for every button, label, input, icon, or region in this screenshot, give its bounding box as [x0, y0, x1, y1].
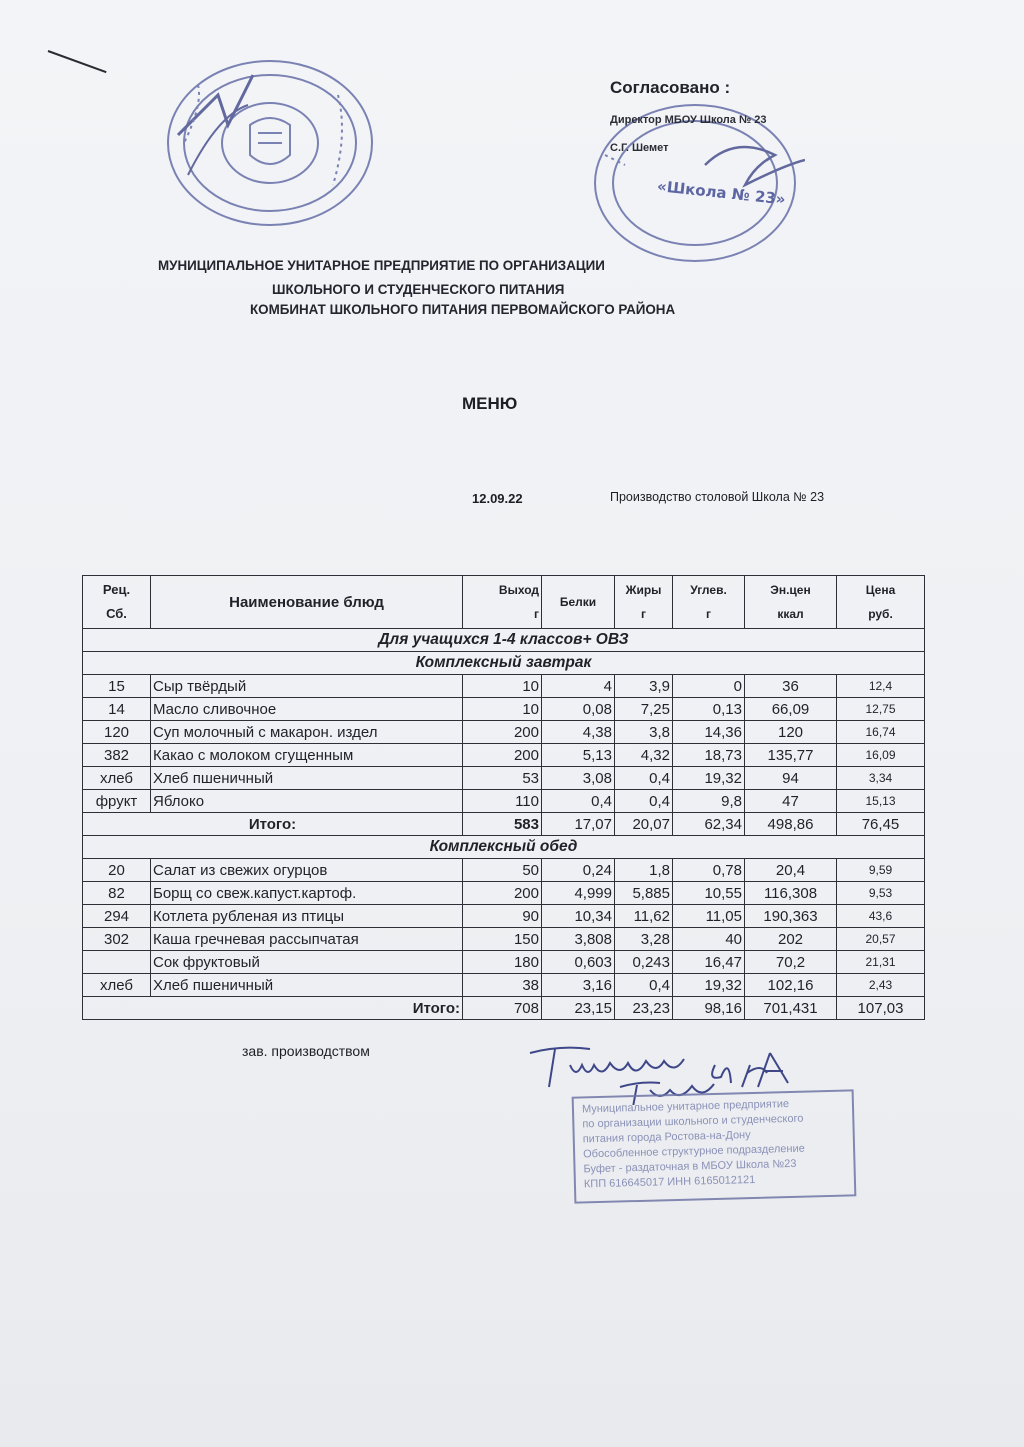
lunch-total-output: 708: [463, 997, 542, 1020]
cell-fat: 11,62: [615, 905, 673, 928]
table-row: [83, 928, 925, 951]
cell-fat: 3,9: [615, 675, 673, 698]
cell-protein: 3,08: [542, 767, 615, 790]
table-row: [83, 882, 925, 905]
cell-price: 21,31: [837, 951, 925, 974]
cell-price: 20,57: [837, 928, 925, 951]
cell-fat: 7,25: [615, 698, 673, 721]
stamp-rect-line: Муниципальное унитарное предприятие: [581, 1098, 790, 1116]
cell-output: 38: [463, 974, 542, 997]
rectangular-stamp: [572, 1089, 857, 1203]
table-row: [83, 675, 925, 698]
table-row: [83, 790, 925, 813]
cell-output: 53: [463, 767, 542, 790]
cell-rec: 14: [83, 698, 151, 721]
header-output: Выход г: [463, 576, 542, 629]
cell-carb: 11,05: [673, 905, 745, 928]
menu-date: 12.09.22: [472, 491, 523, 506]
header-carb: Углев. г: [673, 576, 745, 629]
pen-stroke-mark: [48, 50, 107, 73]
breakfast-total-energy: 498,86: [745, 813, 837, 836]
table-row: [83, 744, 925, 767]
cell-price: 9,59: [837, 859, 925, 882]
cell-fat: 3,28: [615, 928, 673, 951]
round-stamp-left: [158, 55, 383, 235]
cell-output: 180: [463, 951, 542, 974]
cell-protein: 4,999: [542, 882, 615, 905]
breakfast-title-row: [83, 652, 925, 675]
cell-carb: 19,32: [673, 767, 745, 790]
cell-carb: 0,78: [673, 859, 745, 882]
cell-protein: 4,38: [542, 721, 615, 744]
lunch-total-fat: 23,23: [615, 997, 673, 1020]
cell-name: Салат из свежих огурцов: [151, 859, 463, 882]
stamp-rect-line: питания города Ростова-на-Дону: [582, 1129, 751, 1146]
stamp-rect-line: КПП 616645017 ИНН 6165012121: [583, 1173, 756, 1191]
lunch-total-protein: 23,15: [542, 997, 615, 1020]
cell-rec: 120: [83, 721, 151, 744]
cell-energy: 135,77: [745, 744, 837, 767]
cell-name: Суп молочный с макарон. издел: [151, 721, 463, 744]
cell-output: 90: [463, 905, 542, 928]
header-protein: Белки: [542, 576, 615, 629]
stamp-right-center-text: «Школа № 23»: [656, 177, 787, 209]
cell-rec: 294: [83, 905, 151, 928]
table-row: [83, 698, 925, 721]
cell-price: 43,6: [837, 905, 925, 928]
breakfast-total-carb: 62,34: [673, 813, 745, 836]
cell-rec: 82: [83, 882, 151, 905]
cell-output: 200: [463, 721, 542, 744]
menu-production: Производство столовой Школа № 23: [610, 490, 825, 504]
cell-output: 110: [463, 790, 542, 813]
table-row: [83, 721, 925, 744]
cell-price: 9,53: [837, 882, 925, 905]
cell-fat: 4,32: [615, 744, 673, 767]
breakfast-total-price: 76,45: [837, 813, 925, 836]
lunch-rows: [83, 859, 925, 997]
group-title: Для учащихся 1-4 классов+ ОВЗ: [83, 629, 925, 652]
cell-energy: 116,308: [745, 882, 837, 905]
cell-protein: 0,603: [542, 951, 615, 974]
cell-fat: 5,885: [615, 882, 673, 905]
cell-energy: 120: [745, 721, 837, 744]
table-row: [83, 767, 925, 790]
cell-fat: 1,8: [615, 859, 673, 882]
org-line-2: ШКОЛЬНОГО И СТУДЕНЧЕСКОГО ПИТАНИЯ: [272, 282, 565, 297]
cell-rec: 382: [83, 744, 151, 767]
table-row: [83, 951, 925, 974]
breakfast-total-output: 583: [463, 813, 542, 836]
lunch-total-price: 107,03: [837, 997, 925, 1020]
cell-price: 12,75: [837, 698, 925, 721]
cell-energy: 47: [745, 790, 837, 813]
table-row: [83, 905, 925, 928]
cell-fat: 0,4: [615, 790, 673, 813]
cell-fat: 3,8: [615, 721, 673, 744]
cell-name: Борщ со свеж.капуст.картоф.: [151, 882, 463, 905]
table-row: [83, 974, 925, 997]
cell-energy: 20,4: [745, 859, 837, 882]
cell-output: 10: [463, 698, 542, 721]
cell-fat: 0,243: [615, 951, 673, 974]
cell-protein: 10,34: [542, 905, 615, 928]
cell-energy: 70,2: [745, 951, 837, 974]
cell-carb: 16,47: [673, 951, 745, 974]
cell-energy: 66,09: [745, 698, 837, 721]
cell-rec: 302: [83, 928, 151, 951]
approval-block: [610, 78, 767, 154]
header-fat: Жиры г: [615, 576, 673, 629]
footer-label: зав. производством: [242, 1043, 370, 1059]
breakfast-title: Комплексный завтрак: [83, 652, 925, 675]
approval-director: Директор МБОУ Школа № 23: [610, 114, 767, 126]
cell-carb: 14,36: [673, 721, 745, 744]
cell-rec: хлеб: [83, 767, 151, 790]
header-rec: Рец. Сб.: [83, 576, 151, 629]
cell-output: 200: [463, 882, 542, 905]
cell-protein: 0,08: [542, 698, 615, 721]
lunch-total-energy: 701,431: [745, 997, 837, 1020]
cell-name: Хлеб пшеничный: [151, 974, 463, 997]
cell-name: Сыр твёрдый: [151, 675, 463, 698]
cell-fat: 0,4: [615, 767, 673, 790]
header-price: Цена руб.: [837, 576, 925, 629]
cell-price: 16,74: [837, 721, 925, 744]
cell-energy: 190,363: [745, 905, 837, 928]
table-row: [83, 859, 925, 882]
cell-rec: [83, 951, 151, 974]
cell-energy: 202: [745, 928, 837, 951]
approval-name: С.Г. Шемет: [610, 142, 669, 154]
cell-carb: 10,55: [673, 882, 745, 905]
approval-title: Согласовано :: [610, 78, 731, 97]
cell-rec: 20: [83, 859, 151, 882]
lunch-total-label: Итого:: [83, 997, 463, 1020]
cell-protein: 3,16: [542, 974, 615, 997]
stamp-rect-line: по организации школьного и студенческого: [582, 1112, 804, 1131]
org-line-1: МУНИЦИПАЛЬНОЕ УНИТАРНОЕ ПРЕДПРИЯТИЕ ПО ОРГАНИЗАЦИИ: [158, 258, 605, 273]
cell-carb: 0,13: [673, 698, 745, 721]
org-line-3: КОМБИНАТ ШКОЛЬНОГО ПИТАНИЯ ПЕРВОМАЙСКОГО РАЙОНА: [250, 302, 676, 317]
menu-title: МЕНЮ: [462, 394, 518, 413]
cell-rec: хлеб: [83, 974, 151, 997]
cell-output: 200: [463, 744, 542, 767]
cell-carb: 40: [673, 928, 745, 951]
breakfast-rows: [83, 675, 925, 813]
cell-protein: 3,808: [542, 928, 615, 951]
group-title-row: [83, 629, 925, 652]
breakfast-total-row: [83, 813, 925, 836]
cell-protein: 4: [542, 675, 615, 698]
table-header-row: [83, 576, 925, 629]
menu-table: [82, 575, 925, 1020]
cell-price: 3,34: [837, 767, 925, 790]
cell-name: Котлета рубленая из птицы: [151, 905, 463, 928]
cell-carb: 19,32: [673, 974, 745, 997]
cell-protein: 0,4: [542, 790, 615, 813]
cell-name: Хлеб пшеничный: [151, 767, 463, 790]
cell-name: Яблоко: [151, 790, 463, 813]
cell-price: 12,4: [837, 675, 925, 698]
cell-output: 10: [463, 675, 542, 698]
cell-price: 16,09: [837, 744, 925, 767]
lunch-total-carb: 98,16: [673, 997, 745, 1020]
cell-energy: 36: [745, 675, 837, 698]
cell-name: Какао с молоком сгущенным: [151, 744, 463, 767]
cell-protein: 0,24: [542, 859, 615, 882]
cell-price: 15,13: [837, 790, 925, 813]
cell-name: Сок фруктовый: [151, 951, 463, 974]
header-name: Наименование блюд: [151, 576, 463, 629]
header-energy: Эн.цен ккал: [745, 576, 837, 629]
lunch-title-row: [83, 836, 925, 859]
breakfast-total-label: Итого:: [83, 813, 463, 836]
cell-protein: 5,13: [542, 744, 615, 767]
stamp-rect-line: Буфет - раздаточная в МБОУ Школа №23: [583, 1157, 797, 1176]
breakfast-total-fat: 20,07: [615, 813, 673, 836]
cell-fat: 0,4: [615, 974, 673, 997]
cell-name: Каша гречневая рассыпчатая: [151, 928, 463, 951]
cell-carb: 18,73: [673, 744, 745, 767]
stamp-rect-line: Обособленное структурное подразделение: [583, 1142, 805, 1161]
cell-output: 50: [463, 859, 542, 882]
cell-rec: 15: [83, 675, 151, 698]
cell-name: Масло сливочное: [151, 698, 463, 721]
cell-output: 150: [463, 928, 542, 951]
cell-carb: 0: [673, 675, 745, 698]
cell-carb: 9,8: [673, 790, 745, 813]
cell-energy: 94: [745, 767, 837, 790]
cell-price: 2,43: [837, 974, 925, 997]
cell-energy: 102,16: [745, 974, 837, 997]
cell-rec: фрукт: [83, 790, 151, 813]
breakfast-total-protein: 17,07: [542, 813, 615, 836]
lunch-total-row: [83, 997, 925, 1020]
lunch-title: Комплексный обед: [83, 836, 925, 859]
